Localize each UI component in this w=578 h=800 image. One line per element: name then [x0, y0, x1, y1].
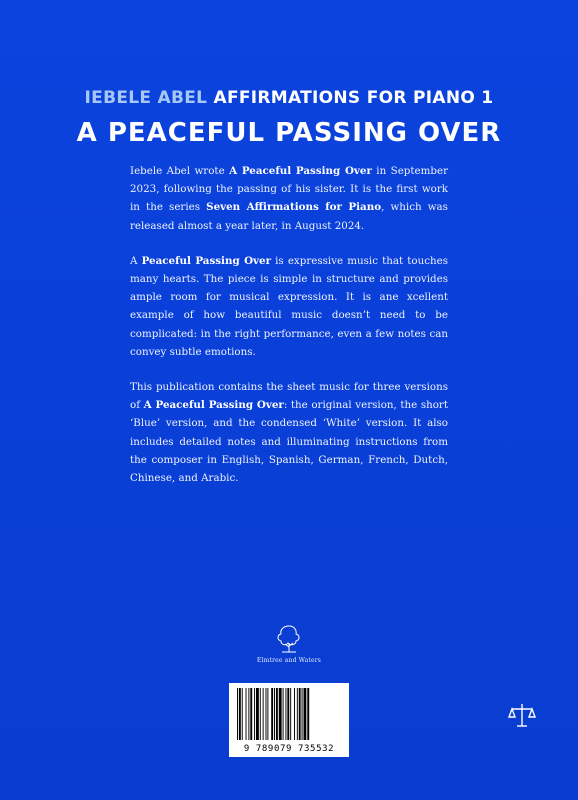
blurb [130, 162, 448, 504]
series-line [0, 88, 578, 108]
p1-series: Seven Affirmations for Piano [206, 201, 382, 214]
series-name: AFFIRMATIONS FOR PIANO 1 [213, 88, 494, 108]
p1-text-a: Iebele Abel wrote [130, 165, 230, 177]
barcode-bars [235, 688, 343, 740]
p2-text-a: A [130, 254, 142, 267]
p3-text-c: : the original version, the short ‘Blue’ version, and the condensed ‘White’ version. It also includes detailed notes and illuminating instructions from the composer in English, Spanish, German, French, Dutch, Chinese, and Arabic. [130, 399, 448, 485]
p3-text-a: This publication contains the sheet music for three versions of [130, 381, 448, 412]
author-name: IEBELE ABEL [84, 88, 208, 108]
publisher-name: Elmtree and Waters [256, 657, 322, 664]
blurb-paragraph-3 [130, 378, 448, 487]
p1-text-e: , which was released almost a year later, in August 2024. [130, 201, 448, 232]
book-title: A PEACEFUL PASSING OVER [76, 118, 502, 148]
publisher-logo [0, 622, 578, 664]
blurb-paragraph-2 [130, 252, 448, 361]
p2-title: Peaceful Passing Over [141, 254, 272, 267]
header [0, 88, 578, 148]
tree-icon [0, 622, 578, 656]
blurb-paragraph-1 [130, 162, 448, 235]
p3-title: A Peaceful Passing Over [143, 399, 284, 412]
p1-title: A Peaceful Passing Over [229, 165, 372, 177]
scale-icon [507, 700, 537, 734]
barcode [229, 683, 349, 757]
p2-text-c: is expressive music that touches many hearts. The piece is simple in structure and provides ample room for musical expression. It is ane xcellent example of how beautiful music doesn’t need to be complicated: in the right performance, even a few notes can convey subtle emotions. [130, 254, 448, 358]
p1-text-c: in September 2023, following the passing of his sister. It is the first work in the series [130, 165, 449, 214]
isbn-number: 9 789079 735532 [243, 744, 335, 754]
